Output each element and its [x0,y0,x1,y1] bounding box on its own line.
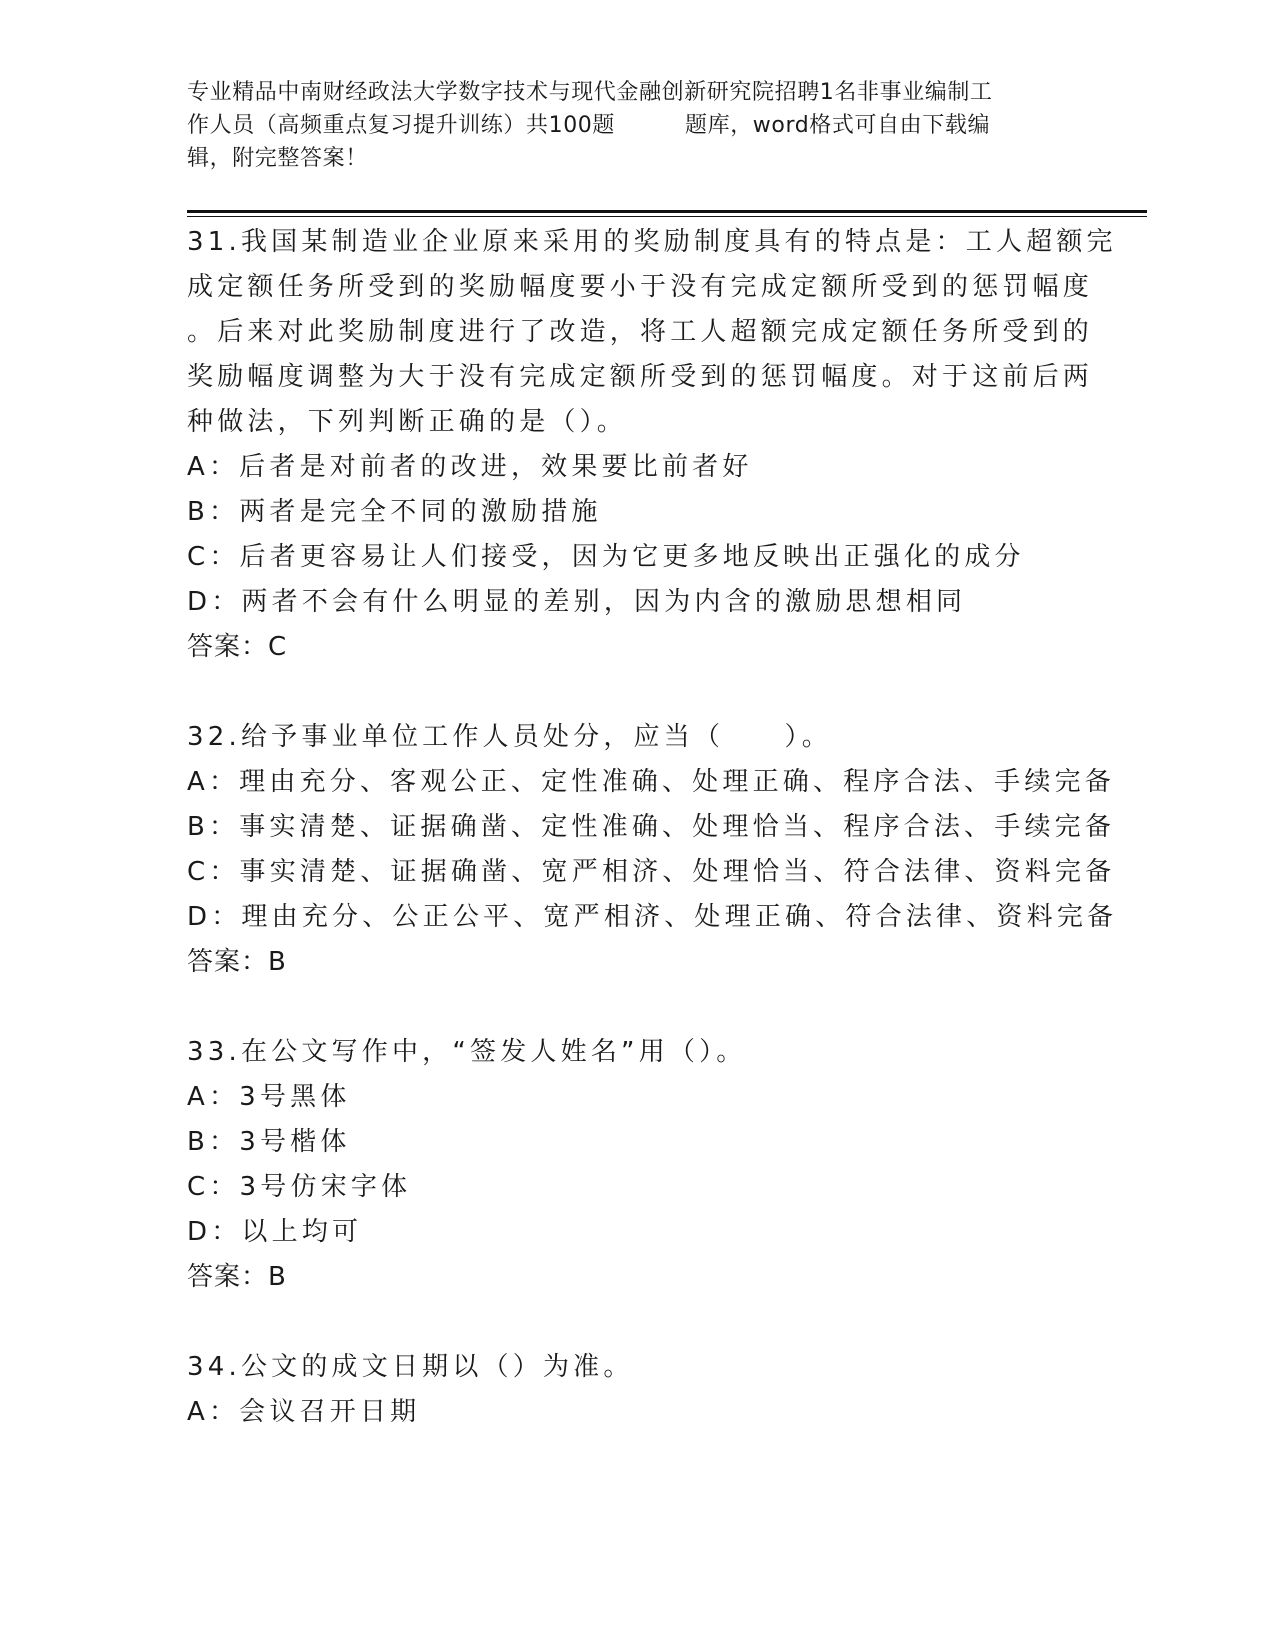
answer-label: 答案：C [187,632,288,662]
option-a: A：3号黑体 [187,1082,351,1112]
question-stem-line: 34.公文的成文日期以（）为准。 [187,1352,634,1382]
option-b: B：3号楷体 [187,1127,351,1157]
question-stem-line: 成定额任务所受到的奖励幅度要小于没有完成定额所受到的惩罚幅度 [187,272,1094,302]
option-a: A：会议召开日期 [187,1397,421,1427]
option-b: B：事实清楚、证据确凿、定性准确、处理恰当、程序合法、手续完备 [187,812,1116,842]
question-list [187,220,1147,1435]
header-line-3: 辑，附完整答案！ [187,146,368,171]
option-d: D：以上均可 [187,1217,363,1247]
option-a: A：理由充分、客观公正、定性准确、处理正确、程序合法、手续完备 [187,767,1115,797]
answer-label: 答案：B [187,947,287,977]
option-a: A：后者是对前者的改进，效果要比前者好 [187,452,753,482]
question-stem-line: 32.给予事业单位工作人员处分，应当（ ）。 [187,722,832,752]
question-33 [187,1030,1147,1300]
question-stem-line: 奖励幅度调整为大于没有完成定额所受到的惩罚幅度。对于这前后两 [187,362,1094,392]
question-stem-line: 31.我国某制造业企业原来采用的奖励制度具有的特点是：工人超额完 [187,227,1117,257]
header-divider-thin [187,216,1147,217]
header-divider-thick [187,210,1147,213]
header-line-2-left: 作人员（高频重点复习提升训练）共100题 [187,113,615,138]
document-header [187,76,1087,175]
question-34 [187,1345,1147,1435]
header-line-1: 专业精品中南财经政法大学数字技术与现代金融创新研究院招聘1名非事业编制工 [187,80,993,105]
option-c: C：事实清楚、证据确凿、宽严相济、处理恰当、符合法律、资料完备 [187,857,1116,887]
header-line-2 [187,109,1087,142]
question-stem-line: 33.在公文写作中，“签发人姓名”用（）。 [187,1037,747,1067]
option-c: C：3号仿宋字体 [187,1172,412,1202]
question-31 [187,220,1147,670]
header-line-2-right: 题库，word格式可自由下载编 [685,113,991,138]
option-d: D：理由充分、公正公平、宽严相济、处理正确、符合法律、资料完备 [187,902,1118,932]
question-32 [187,715,1147,985]
question-stem-line: 种做法，下列判断正确的是（）。 [187,407,628,437]
question-stem-line: 。后来对此奖励制度进行了改造，将工人超额完成定额任务所受到的 [187,317,1094,347]
option-b: B：两者是完全不同的激励措施 [187,497,602,527]
answer-label: 答案：B [187,1262,287,1292]
option-c: C：后者更容易让人们接受，因为它更多地反映出正强化的成分 [187,542,1025,572]
option-d: D：两者不会有什么明显的差别，因为内含的激励思想相同 [187,587,967,617]
